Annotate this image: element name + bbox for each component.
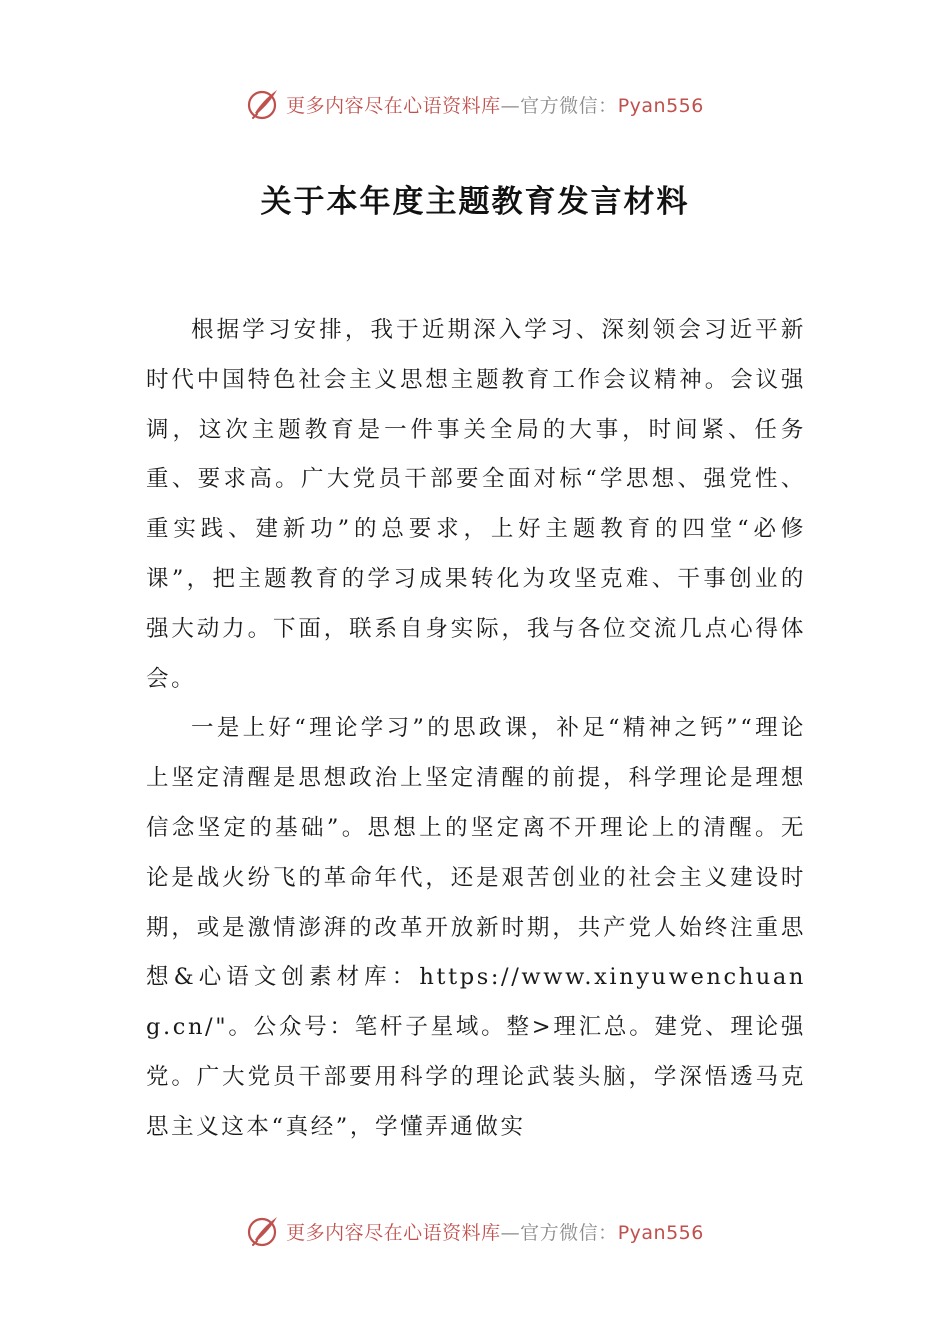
paragraph-intro: 根据学习安排，我于近期深入学习、深刻领会习近平新时代中国特色社会主义思想主题教育工作会议精神。会议强调，这次主题教育是一件事关全局的大事，时间紧、任务重、要求高。广大党员干部要全面对标“学思想、强党性、重实践、建新功”的总要求，上好主题教育的四堂“必修课”，把主题教育的学习成果转化为攻坚克难、干事创业的强大动力。下面，联系自身实际，我与各位交流几点心得体会。: [146, 317, 806, 692]
header-banner: [0, 84, 950, 124]
banner-main-text: 更多内容尽在心语资料库: [286, 94, 501, 117]
paragraph-point-one: 一是上好“理论学习”的思政课，补足“精神之钙”“理论上坚定清醒是思想政治上坚定清醒的前提，科学理论是理想信念坚定的基础”。思想上的坚定离不开理论上的清醒。无论是战火纷飞的革命年代，还是艰苦创业的社会主义建设时期，或是激情澎湃的改革开放新时期，共产党人始终注重思想&心语文创素材库：https://www.xinyuwenchuang.cn/"。公众号：笔杆子星域。整>理汇总。建党、理论强党。广大党员干部要用科学的理论武装头脑，学深悟透马克思主义这本“真经”，学懂弄通做实: [146, 715, 806, 1140]
document-title: 关于本年度主题教育发言材料: [260, 184, 690, 220]
banner-official-label: 官方微信：: [520, 94, 618, 117]
banner-wechat-id: Pyan556: [617, 94, 704, 117]
banner-wechat-id: Pyan556: [617, 1221, 704, 1244]
quill-pen-logo-icon: [246, 1214, 280, 1248]
document-body: [146, 306, 806, 1153]
footer-banner: [0, 1211, 950, 1251]
banner-main-text: 更多内容尽在心语资料库: [286, 1221, 501, 1244]
banner-official-label: 官方微信：: [520, 1221, 618, 1244]
banner-dash: —: [500, 94, 521, 117]
banner-text: [286, 1218, 704, 1245]
quill-pen-logo-icon: [246, 87, 280, 121]
banner-dash: —: [500, 1221, 521, 1244]
banner-text: [286, 91, 704, 118]
